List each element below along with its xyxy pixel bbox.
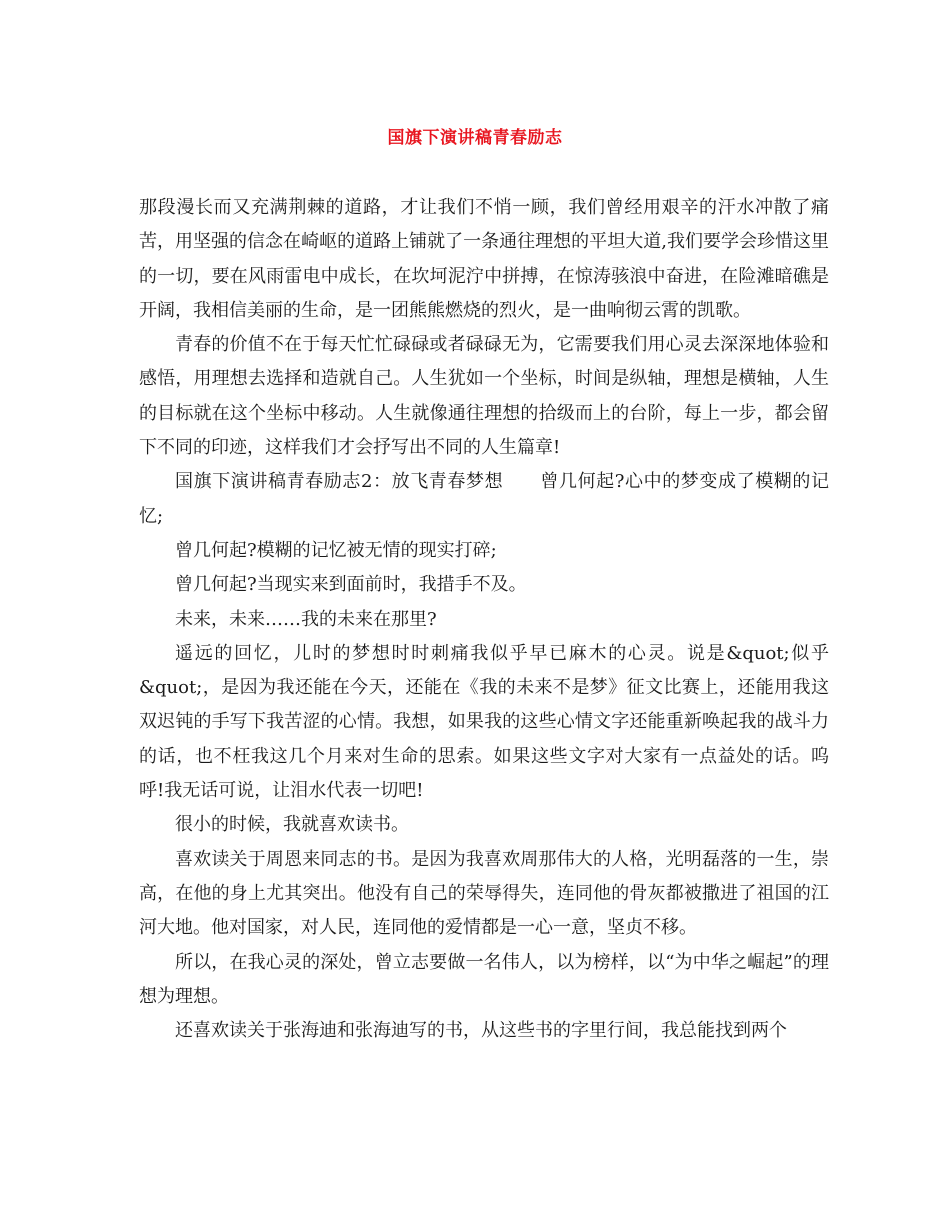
paragraph: 曾几何起?当现实来到面前时，我措手不及。 <box>175 574 527 596</box>
paragraph: 青春的价值不在于每天忙忙碌碌或者碌碌无为，它需要我们用心灵去深深地体验和感悟，用理想去选择和造就自己。人生犹如一个坐标，时间是纵轴，理想是横轴，人生的目标就在这个坐标中移动。人生就像通往理想的拾级而上的台阶，每上一步，都会留下不同的印迹，这样我们才会抒写出不同的人生篇章! <box>139 334 829 459</box>
paragraph: 喜欢读关于周恩来同志的书。是因为我喜欢周那伟大的人格，光明磊落的一生，崇高，在他的身上尤其突出。他没有自己的荣辱得失，连同他的骨灰都被撒进了祖国的江河大地。他对国家，对人民，连同他的爱情都是一心一意，坚贞不移。 <box>139 848 829 939</box>
paragraph: 那段漫长而又充满荆棘的道路，才让我们不悄一顾，我们曾经用艰辛的汗水冲散了痛苦，用坚强的信念在崎岖的道路上铺就了一条通往理想的平坦大道,我们要学会珍惜这里的一切，要在风雨雷电中成长，在坎坷泥泞中拼搏，在惊涛骇浪中奋进，在险滩暗礁是开阔，我相信美丽的生命，是一团熊熊燃烧的烈火，是一曲响彻云霄的凯歌。 <box>139 197 829 321</box>
paragraph: 遥远的回忆，儿时的梦想时时刺痛我似乎早已麻木的心灵。说是&quot;似乎&quot;，是因为我还能在今天，还能在《我的未来不是梦》征文比赛上，还能用我这双迟钝的手写下我苦涩的心情。我想，如果我的这些心情文字还能重新唤起我的战斗力的话，也不枉我这几个月来对生命的思索。如果这些文字对大家有一点益处的话。呜呼!我无话可说，让泪水代表一切吧! <box>139 642 829 802</box>
document-body <box>139 191 829 1048</box>
paragraph: 很小的时候，我就喜欢读书。 <box>175 814 409 836</box>
paragraph: 还喜欢读关于张海迪和张海迪写的书，从这些书的字里行间，我总能找到两个 <box>175 1020 787 1042</box>
document-title: 国旗下演讲稿青春励志 <box>387 128 563 148</box>
paragraph: 未来，未来……我的未来在那里? <box>175 608 437 630</box>
paragraph: 国旗下演讲稿青春励志2：放飞青春梦想 曾几何起?心中的梦变成了模糊的记忆; <box>139 471 829 527</box>
paragraph: 所以，在我心灵的深处，曾立志要做一名伟人，以为榜样，以“为中华之崛起”的理想为理想。 <box>139 951 829 1007</box>
paragraph: 曾几何起?模糊的记忆被无情的现实打碎; <box>175 539 497 561</box>
